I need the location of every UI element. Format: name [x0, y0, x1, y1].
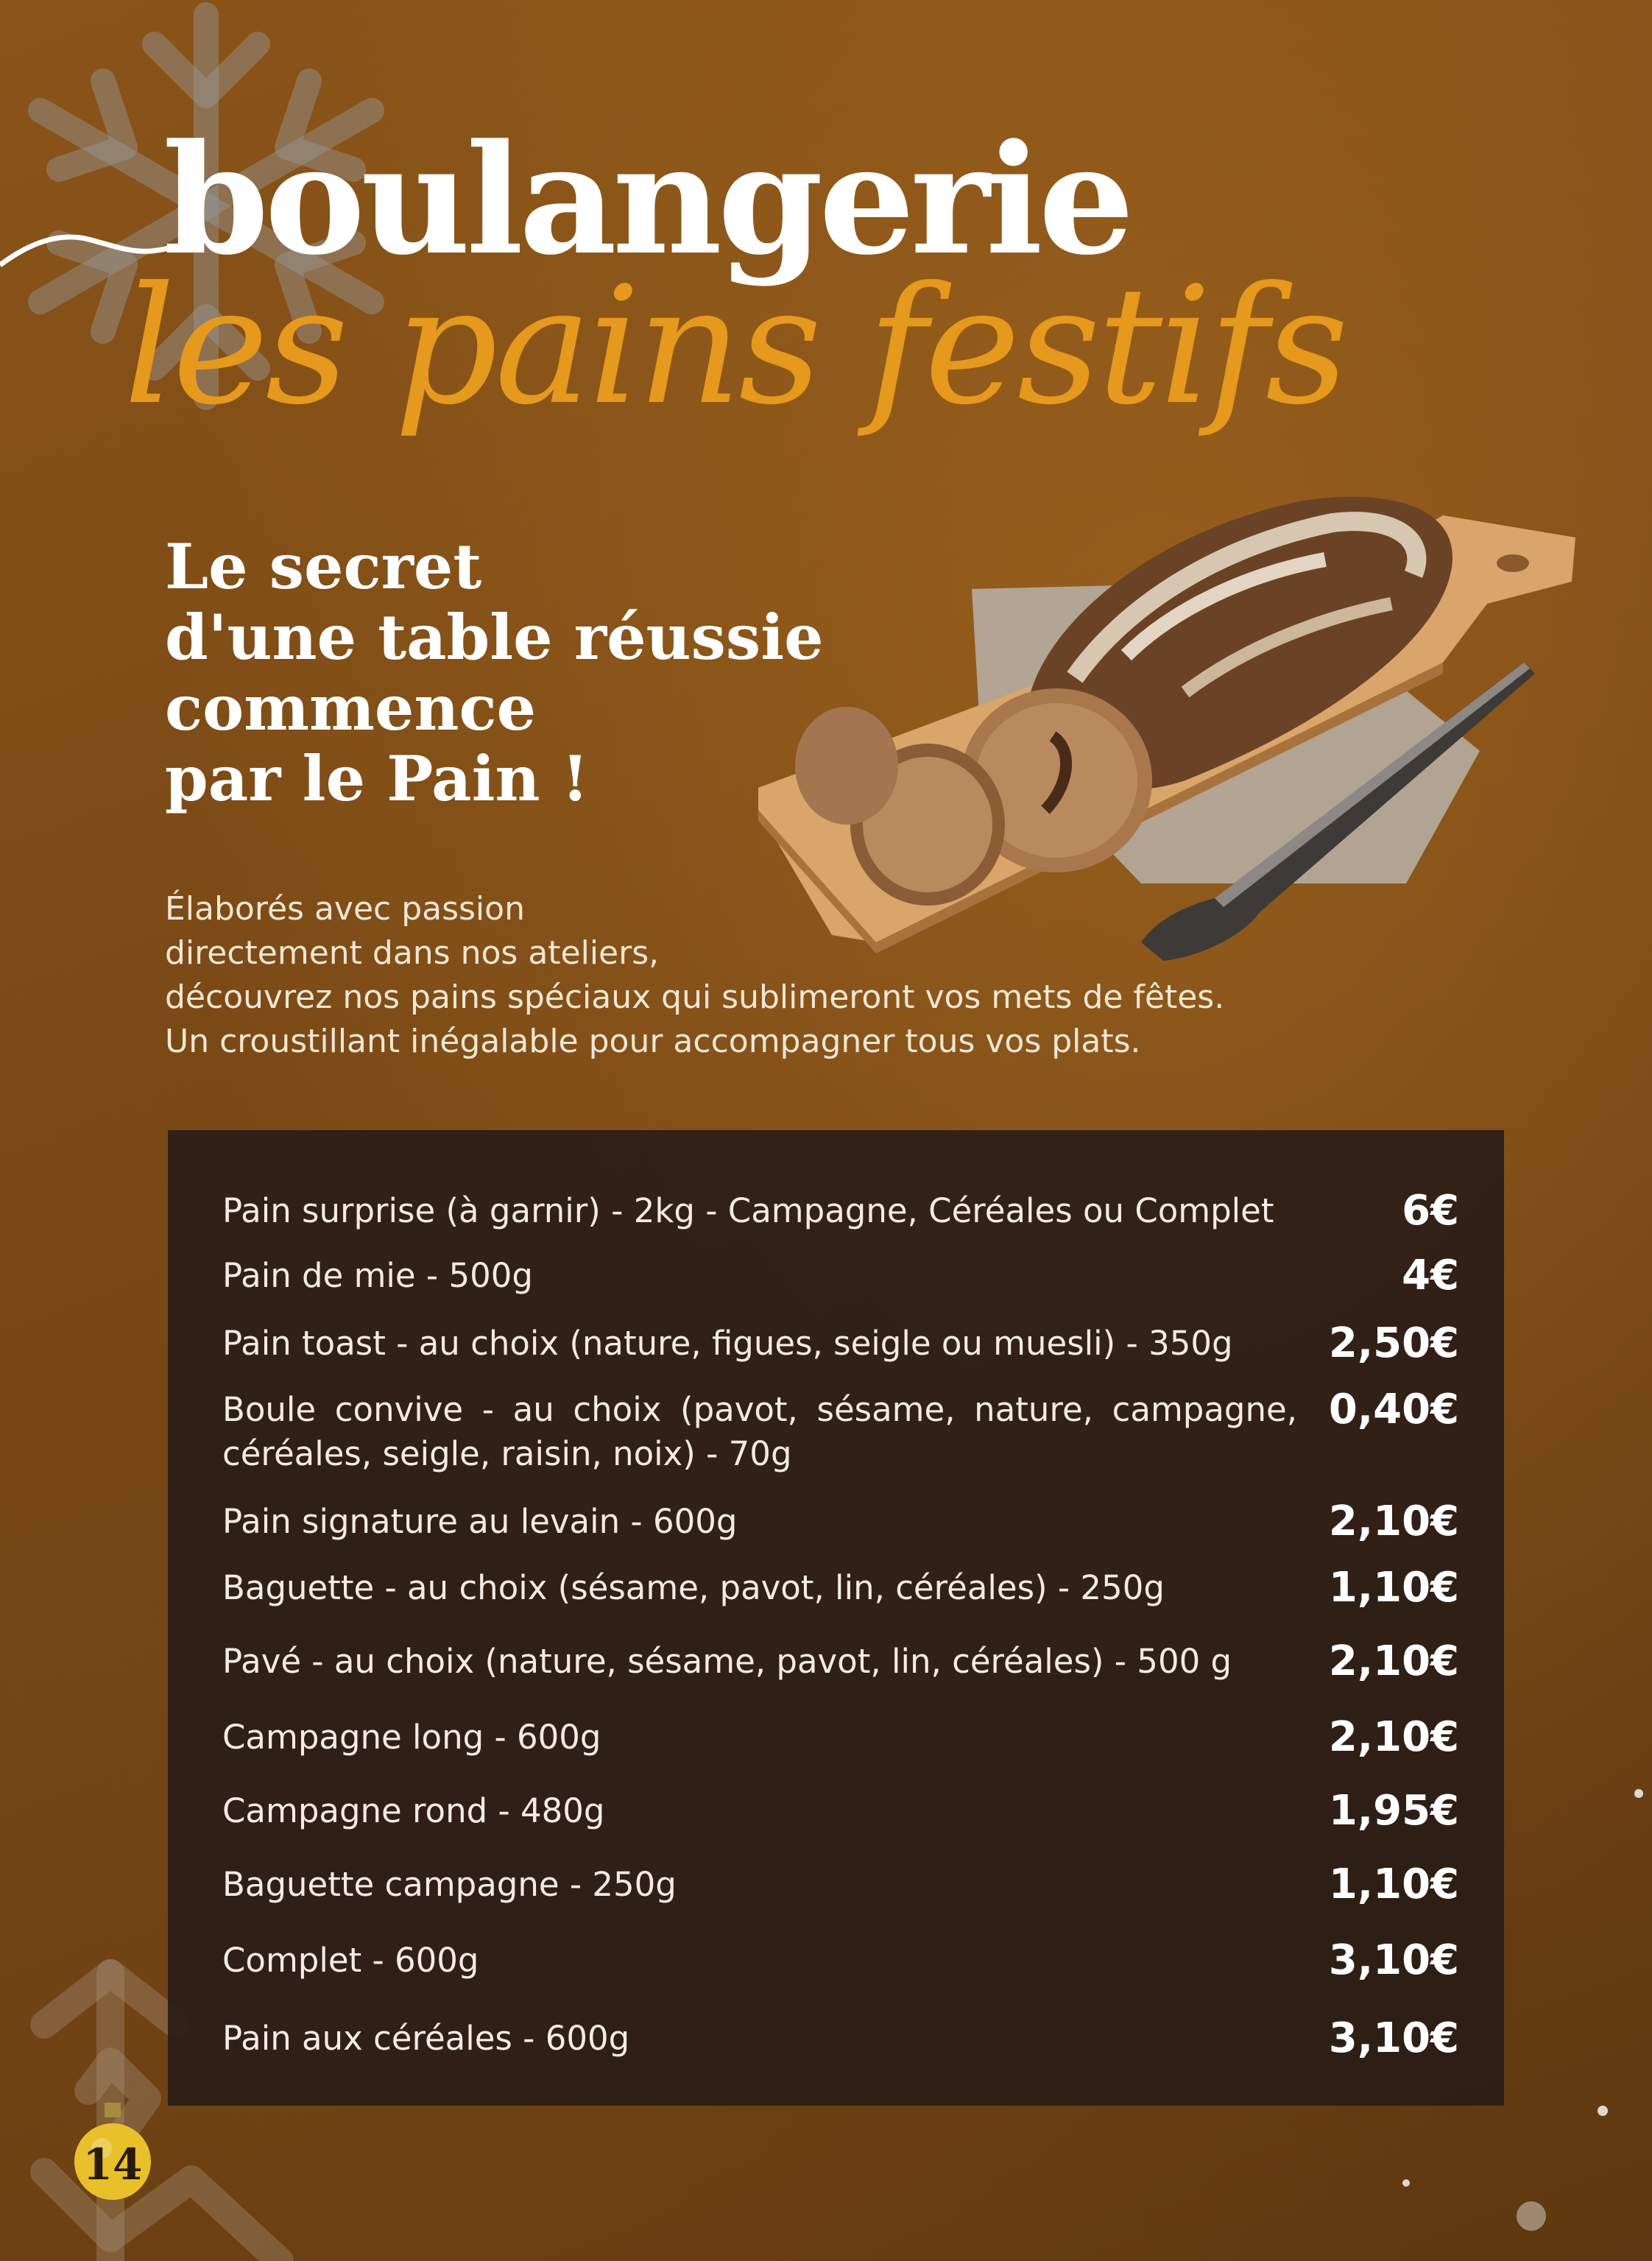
intro-line: découvrez nos pains spéciaux qui sublimeront vos mets de fêtes. [165, 978, 1225, 1016]
item-name: Boule convive - au choix (pavot, sésame, nature, campagne, céréales, seigle, raisin, noix) - 70g [222, 1390, 1297, 1473]
item-name: Pain signature au levain - 600g [222, 1502, 738, 1541]
item-price: 3,10€ [1328, 2014, 1459, 2062]
intro-line: directement dans nos ateliers, [165, 934, 660, 972]
item-price: 2,10€ [1328, 1498, 1459, 1545]
intro-text [165, 887, 1416, 1064]
item-price: 6€ [1402, 1187, 1459, 1235]
headline-line: commence [165, 671, 537, 744]
item-price: 3,10€ [1328, 1936, 1459, 1984]
item-name: Pain de mie - 500g [222, 1256, 533, 1295]
item-name: Pain surprise (à garnir) - 2kg - Campagne, Céréales ou Complet [222, 1191, 1274, 1230]
item-name: Pain toast - au choix (nature, figues, seigle ou muesli) - 350g [222, 1324, 1233, 1363]
item-price: 4€ [1402, 1252, 1459, 1299]
item-name: Baguette campagne - 250g [222, 1865, 677, 1904]
page-number: 14 [82, 2140, 143, 2190]
sparkle [1634, 1789, 1643, 1798]
item-name: Campagne long - 600g [222, 1718, 601, 1757]
item-name: Pavé - au choix (nature, sésame, pavot, lin, céréales) - 500 g [222, 1642, 1232, 1681]
headline-line: par le Pain ! [165, 742, 589, 815]
intro-line: Un croustillant inégalable pour accompagner tous vos plats. [165, 1023, 1141, 1060]
headline-line: Le secret [165, 530, 482, 603]
item-price: 2,10€ [1328, 1637, 1459, 1685]
item-price: 2,50€ [1328, 1319, 1459, 1367]
sparkle [1598, 2106, 1608, 2116]
sparkle [1517, 2201, 1546, 2231]
intro-line: Élaborés avec passion [165, 890, 525, 928]
item-price: 1,10€ [1328, 1564, 1459, 1612]
page-title: boulangerie [163, 112, 1130, 289]
item-price: 0,40€ [1328, 1386, 1459, 1433]
item-name: Baguette - au choix (sésame, pavot, lin, céréales) - 250g [222, 1568, 1165, 1607]
item-name: Campagne rond - 480g [222, 1791, 605, 1830]
item-name: Pain aux céréales - 600g [222, 2019, 630, 2058]
item-name: Complet - 600g [222, 1941, 479, 1980]
item-price: 2,10€ [1328, 1713, 1459, 1761]
item-price: 1,95€ [1328, 1787, 1459, 1835]
price-list-panel [168, 1130, 1504, 2106]
headline-line: d'une table réussie [165, 601, 824, 674]
item-price: 1,10€ [1328, 1860, 1459, 1908]
sparkle [1402, 2179, 1410, 2187]
page-subtitle: les pains festifs [124, 252, 1346, 440]
